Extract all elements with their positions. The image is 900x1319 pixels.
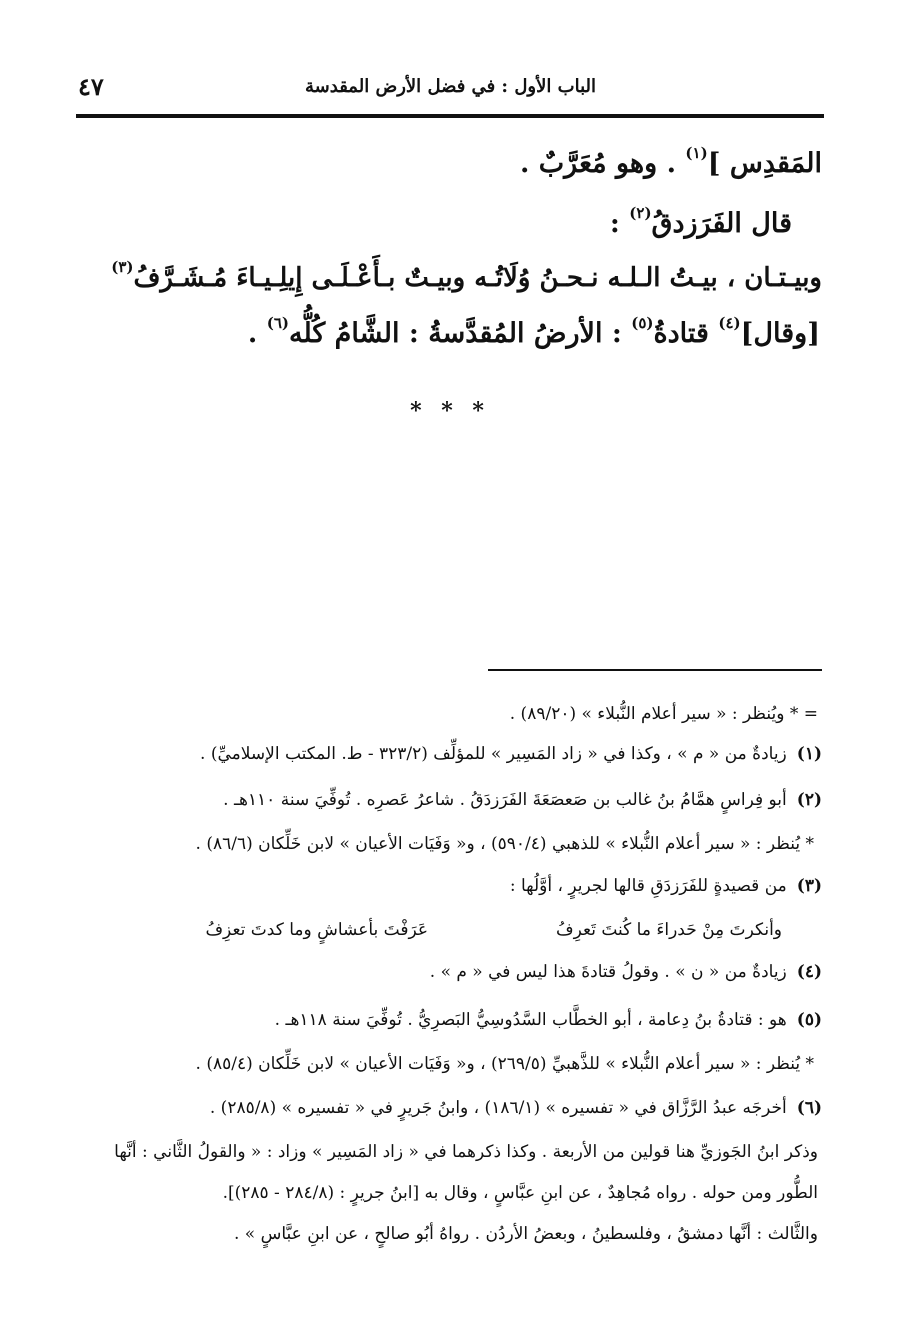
footnote-1 <box>200 744 822 764</box>
main-text: : الأرضُ المُقدَّسةُ : الشَّامُ كُلُّه <box>289 318 632 349</box>
footnote-continuation: = * ويُنظر : « سير أعلام النُّبلاء » (٨٩/٢٠) . <box>509 704 818 724</box>
footnote-number: (٢) <box>796 790 822 810</box>
footnote-text: هو : قتادةُ بنُ دِعامة ، أبو الخطَّاب السَّدُوسِيُّ البَصرِيُّ . تُوفِّيَ سنة ١١٨هـ . <box>274 1010 787 1030</box>
footnote-ref: (٤) <box>718 314 741 332</box>
footnote-number: (٦) <box>796 1098 822 1118</box>
main-text: قتادةُ <box>653 318 719 349</box>
footnote-6-paragraph-line: وذكر ابنُ الجَوزيِّ هنا قولين من الأربعة . وكذا ذكرهما في « زاد المَسِير » وزاد : « والقولُ الثَّاني : أنَّها <box>114 1142 818 1162</box>
footnote-ref: (٦) <box>266 314 290 332</box>
footnote-6-paragraph-line: والثَّالث : أنَّها دمشقُ ، وفلسطينُ ، وبعضُ الأردُن . رواهُ أبُو صالحٍ ، عن ابنِ عبَّاسٍ » . <box>234 1224 818 1244</box>
footnote-number: (٤) <box>796 962 822 982</box>
footnote-number: (١) <box>796 744 822 764</box>
footnote-2-reference: * يُنظر : « سير أعلام النُّبلاء » للذهبي (٥٩٠/٤) ، و« وَفَيَات الأعيان » لابن خَلِّكان (٨٦/٦) . <box>195 834 814 854</box>
footnote-5-reference: * يُنظر : « سير أعلام النُّبلاء » للذَّهبيِّ (٢٦٩/٥) ، و« وَفَيَات الأعيان » لابن خَلِّكان (٨٥/٤) . <box>195 1054 814 1074</box>
main-text: . <box>247 318 267 349</box>
footnote-3-verse-first-hemistich: عَرَفْتَ بأعشاشٍ وما كدتَ تعزِفُ <box>205 920 428 940</box>
footnote-number: (٣) <box>796 876 822 896</box>
main-line-1 <box>519 144 822 179</box>
main-text: . وهو مُعَرَّبٌ . <box>519 148 686 179</box>
main-text: المَقدِس ] <box>707 148 822 179</box>
footnote-5 <box>275 1010 822 1030</box>
footnote-ref: (١) <box>685 144 708 162</box>
footnote-6-paragraph-line: الطُّور ومن حوله . رواه مُجاهِدٌ ، عن ابنِ عبَّاسٍ ، وقال به [ابنُ جريرٍ : (٢٨٤/٨ - ٢٨٥)]. <box>222 1183 818 1203</box>
footnote-text: زيادةٌ من « م » ، وكذا في « زاد المَسِير » للمؤلِّف (٣٢٣/٢ - ط. المكتب الإسلاميِّ) . <box>200 744 787 764</box>
main-text: : <box>609 208 630 239</box>
footnote-6 <box>210 1098 822 1118</box>
main-text: [وقال] <box>740 318 820 349</box>
poetry-verse <box>111 258 822 293</box>
verse-text: وبيـتـان ، بيـتُ الـلـه نـحـنُ وُلَاتُـه وبيـتٌ بـأَعْـلَـى إِيلِـيـاءَ مُـشَـرَّفُ <box>133 263 822 293</box>
footnote-3-verse-second-hemistich: وأنكرتَ مِنْ حَدراءَ ما كُنتَ تَعرِفُ <box>556 920 782 940</box>
main-line-4 <box>247 314 820 349</box>
page-header <box>78 66 824 110</box>
footnote-text: أبو فِراسٍ همَّامُ بنُ غالب بن صَعصَعَةَ الفَرَزدَقُ . شاعرُ عَصرِه . تُوفِّيَ سنة ١١٠هـ . <box>223 790 787 810</box>
footnote-text: أخرجَه عبدُ الرَّزَّاق في « تفسيره » (١٨٦/١) ، وابنُ جَريرٍ في « تفسيره » (٢٨٥/٨) . <box>209 1098 787 1118</box>
footnote-2 <box>223 790 822 810</box>
footnote-3 <box>510 876 822 896</box>
running-head: الباب الأول : في فضل الأرض المقدسة <box>305 76 596 97</box>
footnote-number: (٥) <box>796 1010 822 1030</box>
main-text: قال الفَرَزدقُ <box>651 208 792 239</box>
page-number: ٤٧ <box>78 72 104 101</box>
footnote-text: زيادةٌ من « ن » . وقولُ قتادةَ هذا ليس في « م » . <box>429 962 787 982</box>
header-rule <box>76 114 824 118</box>
footnote-text: من قصيدةٍ للفَرَزدَقِ قالها لجريرٍ ، أوَّلُها : <box>509 876 787 896</box>
main-line-2 <box>609 204 792 239</box>
section-divider-stars: * * * <box>410 398 490 424</box>
footnote-rule <box>488 669 822 671</box>
footnote-ref: (٢) <box>629 204 652 222</box>
footnote-ref: (٥) <box>631 314 654 332</box>
footnote-ref: (٣) <box>111 258 134 276</box>
footnote-4 <box>430 962 822 982</box>
